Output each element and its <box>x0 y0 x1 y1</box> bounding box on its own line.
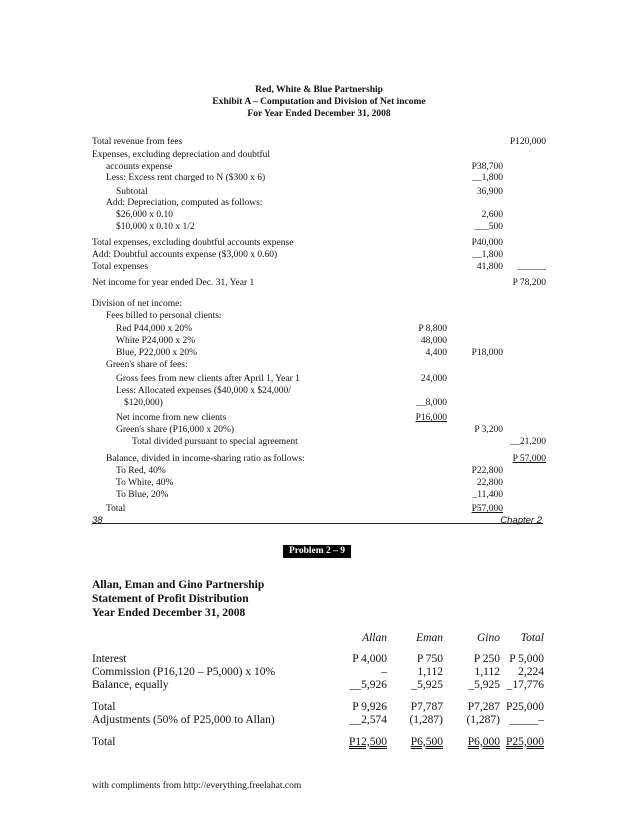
exhibit-value-c2: __1,800 <box>472 250 503 260</box>
statement-cell: P 750 <box>416 653 443 665</box>
statement-cell: 2,224 <box>518 666 544 678</box>
statement-heading-3: Year Ended December 31, 2008 <box>92 607 246 619</box>
exhibit-value-c1: __8,000 <box>416 398 447 408</box>
exhibit-row-label: $26,000 x 0.10 <box>116 210 173 220</box>
statement-cell: 1,112 <box>417 666 443 678</box>
page-number: 38 <box>92 515 103 526</box>
exhibit-row-label: Blue, P22,000 x 20% <box>116 348 198 358</box>
exhibit-value-c2: _11,400 <box>472 490 503 500</box>
statement-cell: P 4,000 <box>352 653 387 665</box>
exhibit-title: Red, White & Blue Partnership <box>255 85 383 95</box>
exhibit-value-c3: P 78,200 <box>512 278 546 288</box>
exhibit-row-label: Red P44,000 x 20% <box>116 324 192 334</box>
exhibit-row-label: $10,000 x 0.10 x 1/2 <box>116 222 195 232</box>
exhibit-value-c1: P16,000 <box>415 413 447 423</box>
problem-label: Problem 2 – 9 <box>283 545 351 558</box>
exhibit-row-label: Balance, divided in income-sharing ratio as follows: <box>106 454 305 464</box>
exhibit-row-label: Division of net income: <box>92 299 182 309</box>
statement-cell: P12,500 <box>348 736 387 748</box>
exhibit-value-c1: 48,000 <box>420 336 447 346</box>
exhibit-value-c2: 36,900 <box>476 187 503 197</box>
exhibit-row-label: Less: Excess rent charged to N ($300 x 6) <box>106 173 266 183</box>
exhibit-value-c3: ______ <box>517 262 546 272</box>
exhibit-row-label: Total divided pursuant to special agreement <box>132 437 298 447</box>
page-divider <box>92 523 543 524</box>
statement-cell: P25,000 <box>505 736 544 748</box>
exhibit-row-label: Subtotal <box>116 187 148 197</box>
statement-row-label: Total <box>92 701 116 713</box>
statement-cell: – <box>381 666 387 678</box>
exhibit-row-label: Gross fees from new clients after April 1, Year 1 <box>116 374 300 384</box>
exhibit-row-label: Total <box>106 504 126 514</box>
exhibit-value-c3: P120,000 <box>509 137 546 147</box>
statement-column-header: Total <box>520 632 544 644</box>
exhibit-value-c2: ___500 <box>474 222 503 232</box>
statement-cell: __5,926 <box>349 679 387 691</box>
statement-cell: P6,000 <box>467 736 500 748</box>
exhibit-row-label: accounts expense <box>106 162 173 172</box>
exhibit-value-c2: P 3,200 <box>474 425 503 435</box>
statement-cell: P 250 <box>473 653 500 665</box>
statement-column-header: Gino <box>477 632 500 644</box>
statement-cell: P7,787 <box>410 701 443 713</box>
statement-cell: P 9,926 <box>352 701 387 713</box>
statement-row-label: Interest <box>92 653 127 665</box>
exhibit-row-label: Net income for year ended Dec. 31, Year 1 <box>92 278 255 288</box>
exhibit-row-label: Green's share of fees: <box>106 360 188 370</box>
exhibit-value-c1: 4,400 <box>425 348 447 358</box>
statement-row-label: Balance, equally <box>92 679 169 691</box>
statement-cell: (1,287) <box>466 714 500 726</box>
exhibit-value-c3: P 57,000 <box>512 454 546 464</box>
exhibit-value-c2: P57,000 <box>471 504 503 514</box>
exhibit-row-label: To Blue, 20% <box>116 490 169 500</box>
exhibit-row-label: Green's share (P16,000 x 20%) <box>116 425 235 435</box>
statement-cell: (1,287) <box>409 714 443 726</box>
credit-line: with compliments from http://everything.freelahat.com <box>92 781 302 791</box>
exhibit-value-c2: P38,700 <box>471 162 503 172</box>
exhibit-row-label: Net income from new clients <box>116 413 227 423</box>
exhibit-row-label: Expenses, excluding depreciation and doubtful <box>92 150 271 160</box>
statement-heading-2: Statement of Profit Distribution <box>92 593 249 605</box>
exhibit-title-block <box>92 85 546 121</box>
statement-cell: P 5,000 <box>509 653 544 665</box>
statement-cell: _5,925 <box>468 679 500 691</box>
exhibit-row-label: To White, 40% <box>116 478 174 488</box>
exhibit-period: For Year Ended December 31, 2008 <box>247 109 391 119</box>
exhibit-value-c2: P18,000 <box>471 348 503 358</box>
exhibit-row-label: White P24,000 x 2% <box>116 336 196 346</box>
exhibit-row-label: $120,000) <box>124 398 163 408</box>
exhibit-value-c2: __1,800 <box>472 173 503 183</box>
exhibit-value-c1: 24,000 <box>420 374 447 384</box>
statement-row-label: Total <box>92 736 116 748</box>
exhibit-value-c2: 41,800 <box>476 262 503 272</box>
statement-row-label: Adjustments (50% of P25,000 to Allan) <box>92 714 275 726</box>
statement-cell: _17,776 <box>506 679 544 691</box>
exhibit-value-c2: P22,800 <box>471 466 503 476</box>
statement-cell: _____– <box>509 714 544 726</box>
statement-row-label: Commission (P16,120 – P5,000) x 10% <box>92 666 276 678</box>
statement-column-header: Eman <box>416 632 443 644</box>
exhibit-row-label: Total expenses, excluding doubtful accounts expense <box>92 238 294 248</box>
exhibit-row-label: Less: Allocated expenses ($40,000 x $24,000/ <box>116 386 291 396</box>
exhibit-row-label: Fees billed to personal clients: <box>106 311 222 321</box>
statement-cell: 1,112 <box>474 666 500 678</box>
statement-cell: P6,500 <box>410 736 443 748</box>
exhibit-row-label: Total revenue from fees <box>92 137 183 147</box>
statement-cell: __2,574 <box>349 714 387 726</box>
exhibit-value-c2: 22,800 <box>476 478 503 488</box>
exhibit-value-c1: P 8,800 <box>418 324 447 334</box>
exhibit-row-label: Add: Depreciation, computed as follows: <box>106 198 263 208</box>
exhibit-row-label: Total expenses <box>92 262 149 272</box>
exhibit-value-c2: P40,000 <box>471 238 503 248</box>
statement-cell: P7,287 <box>467 701 500 713</box>
exhibit-subtitle: Exhibit A – Computation and Division of Net income <box>212 97 426 107</box>
statement-cell: P25,000 <box>505 701 544 713</box>
exhibit-value-c2: 2,600 <box>481 210 503 220</box>
statement-cell: _5,925 <box>411 679 443 691</box>
chapter-label: Chapter 2 <box>500 515 542 526</box>
exhibit-row-label: Add: Doubtful accounts expense ($3,000 x 0.60) <box>92 250 278 260</box>
statement-heading-1: Allan, Eman and Gino Partnership <box>92 579 265 591</box>
statement-column-header: Allan <box>362 632 387 644</box>
exhibit-row-label: To Red, 40% <box>116 466 166 476</box>
exhibit-value-c3: __21,200 <box>510 437 546 447</box>
